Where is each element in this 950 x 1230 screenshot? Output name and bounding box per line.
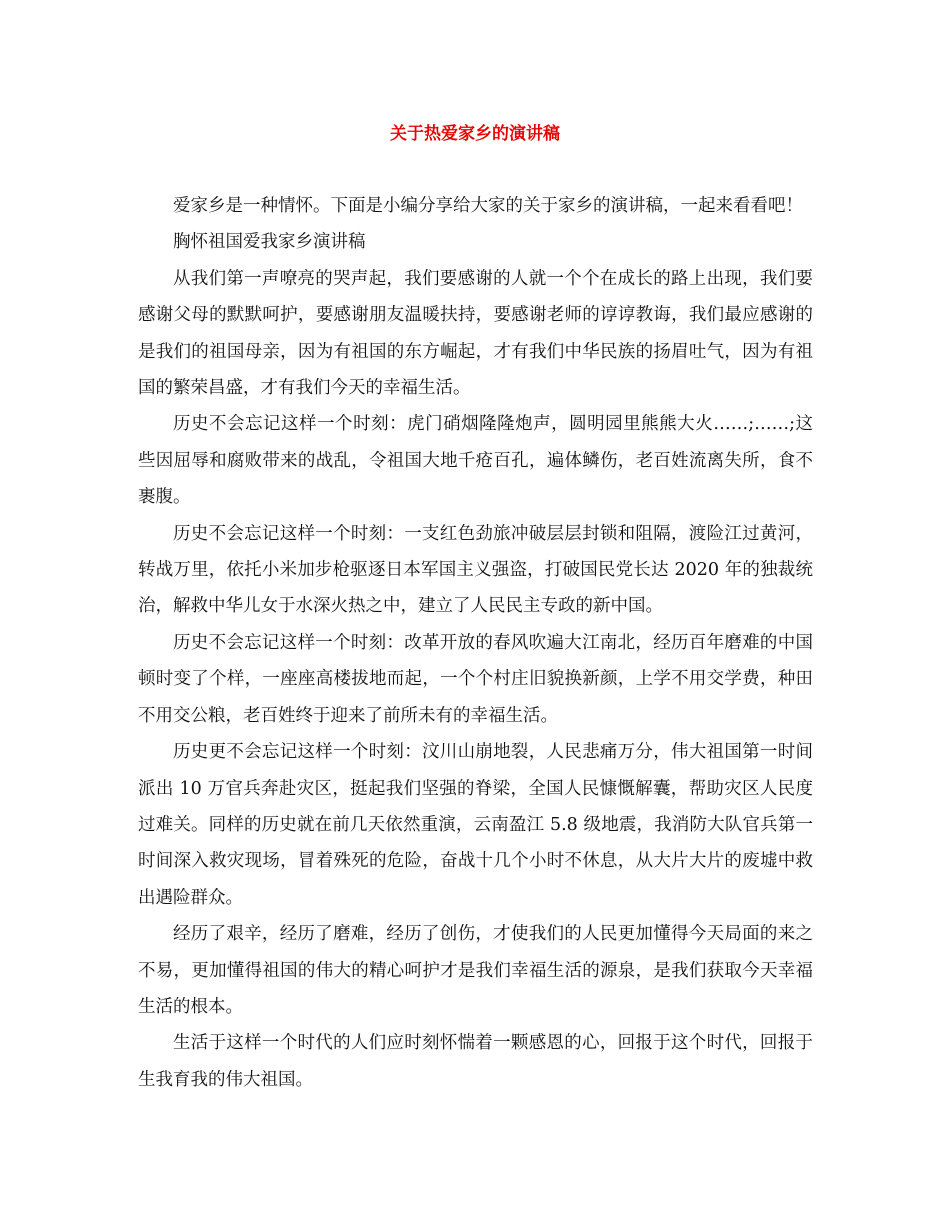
paragraph-history-3: 历史不会忘记这样一个时刻：改革开放的春风吹遍大江南北，经历百年磨难的中国顿时变了个样，一座座高楼拔地而起，一个个村庄旧貌换新颜，上学不用交学费，种田不用交公粮，老百姓终于迎来了前所未有的幸福生活。 [138, 632, 813, 726]
paragraph-hardship: 经历了艰辛，经历了磨难，经历了创伤，才使我们的人民更加懂得今天局面的来之不易，更加懂得祖国的伟大的精心呵护才是我们幸福生活的源泉，是我们获取今天幸福生活的根本。 [138, 924, 813, 1017]
paragraph-gratitude: 从我们第一声嘹亮的哭声起，我们要感谢的人就一个个在成长的路上出现，我们要感谢父母的默默呵护，要感谢朋友温暖扶持，要感谢老师的谆谆教诲，我们最应感谢的是我们的祖国母亲，因为有祖国的东方崛起，才有我们中华民族的扬眉吐气，因为有祖国的繁荣昌盛，才有我们今天的幸福生活。 [138, 268, 813, 399]
paragraph-history-4: 历史更不会忘记这样一个时刻：汶川山崩地裂，人民悲痛万分，伟大祖国第一时间派出 10 万官兵奔赴灾区，挺起我们坚强的脊梁，全国人民慷慨解囊，帮助灾区人民度过难关。同样的历史就在前几天依然重演，云南盈江 5.8 级地震，我消防大队官兵第一时间深入救灾现场，冒着殊死的危险，奋战十几个小时不休息，从大片大片的废墟中救出遇险群众。 [138, 742, 813, 908]
paragraph-history-2: 历史不会忘记这样一个时刻：一支红色劲旅冲破层层封锁和阻隔，渡险江过黄河，转战万里，依托小米加步枪驱逐日本军国主义强盗，打破国民党长达 2020 年的独裁统治，解救中华儿女于水深火热之中，建立了人民民主专政的新中国。 [138, 523, 813, 617]
document-body [138, 188, 813, 1098]
paragraph-history-1: 历史不会忘记这样一个时刻：虎门硝烟隆隆炮声，圆明园里熊熊大火……;……;这些因屈辱和腐败带来的战乱，令祖国大地千疮百孔，遍体鳞伤，老百姓流离失所，食不裹腹。 [138, 414, 813, 508]
paragraph-subtitle: 胸怀祖国爱我家乡演讲稿 [173, 232, 366, 253]
paragraph-intro: 爱家乡是一种情怀。下面是小编分享给大家的关于家乡的演讲稿，一起来看看吧！ [173, 196, 803, 216]
paragraph-conclusion: 生活于这样一个时代的人们应时刻怀惴着一颗感恩的心，回报于这个时代，回报于生我育我的伟大祖国。 [138, 1033, 813, 1090]
document-title: 关于热爱家乡的演讲稿 [390, 124, 560, 144]
